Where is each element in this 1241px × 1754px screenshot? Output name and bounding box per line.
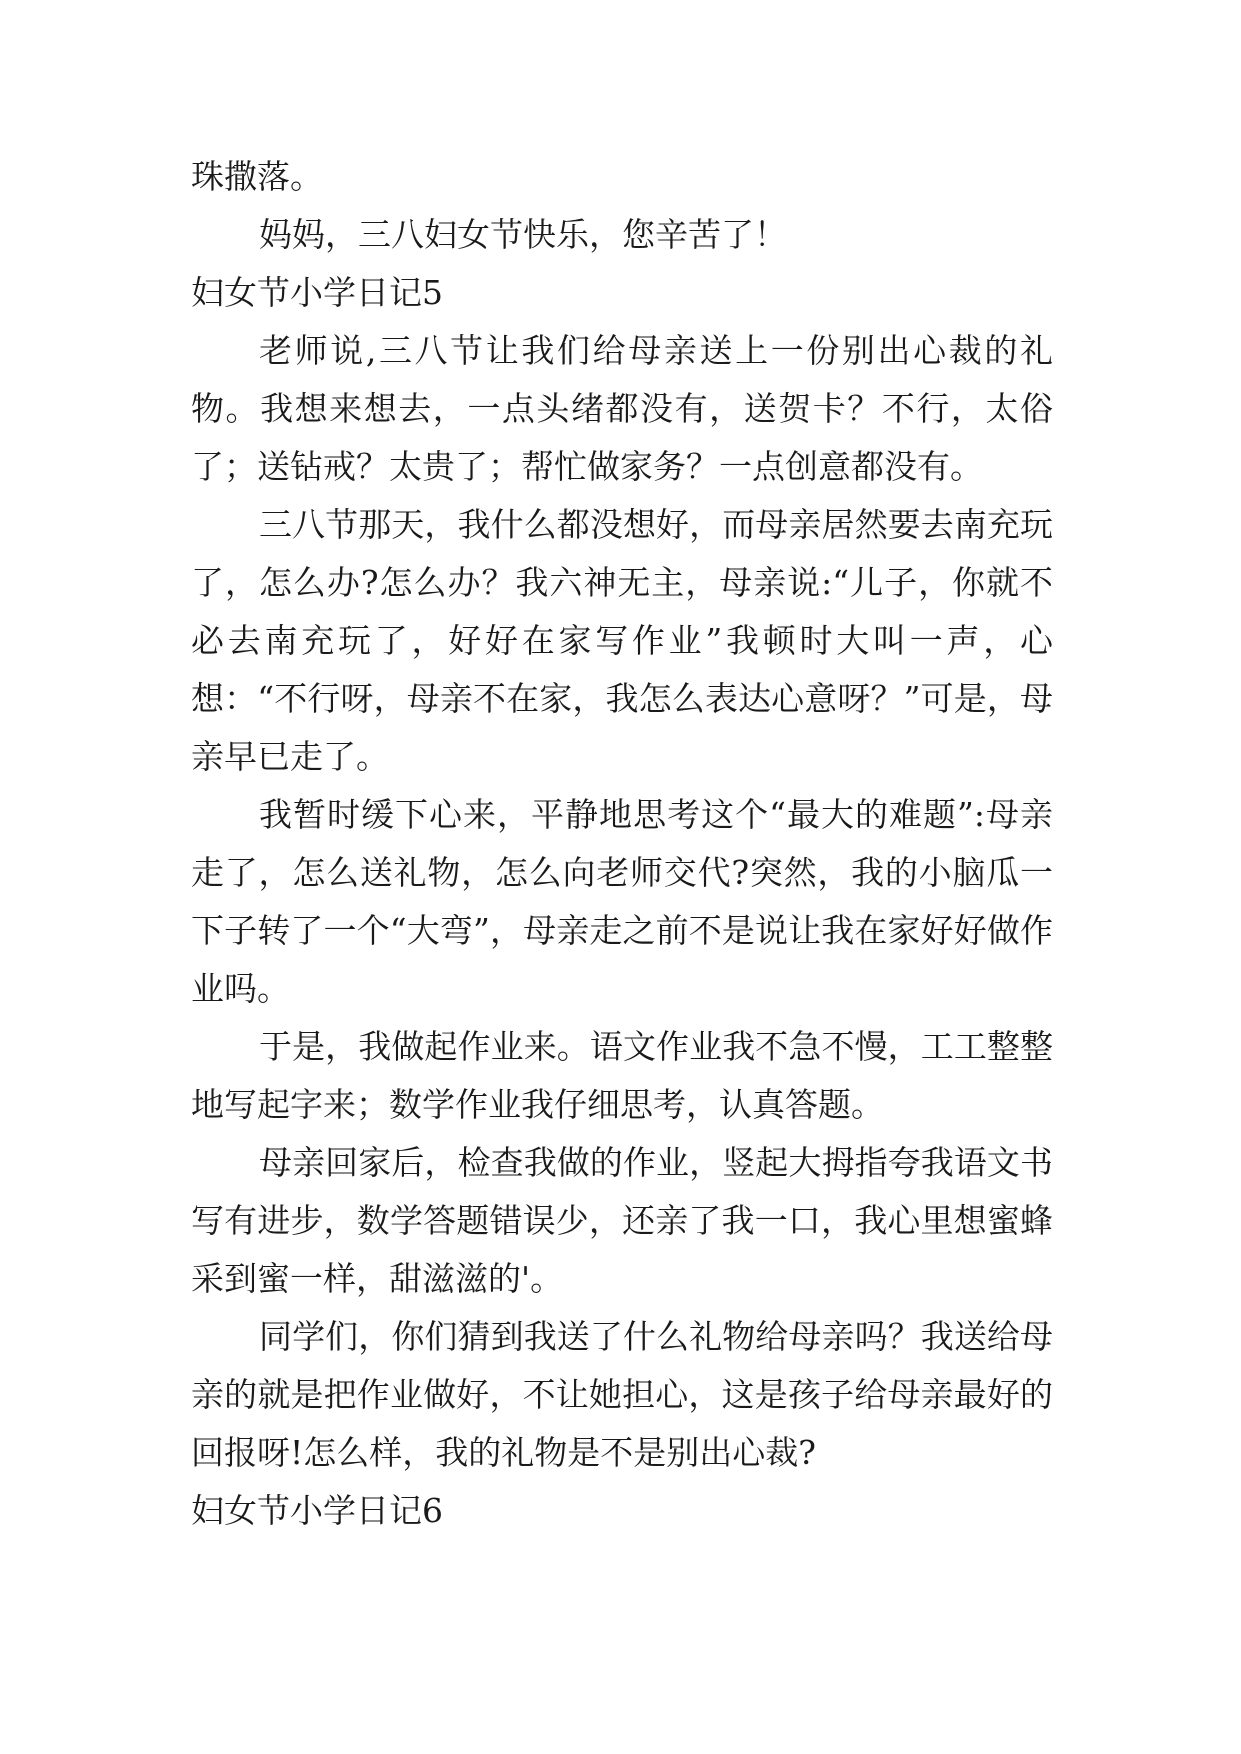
paragraph: 三八节那天，我什么都没想好，而母亲居然要去南充玩了，怎么办?怎么办？我六神无主，母亲说:“儿子，你就不必去南充玩了，好好在家写作业”我顿时大叫一声，心想：“不行呀，母亲不在家，我怎么表达心意呀？”可是，母亲早已走了。 <box>191 505 1053 776</box>
section-heading: 妇女节小学日记6 <box>191 1491 443 1530</box>
paragraph: 我暂时缓下心来，平静地思考这个“最大的难题”:母亲走了，怎么送礼物，怎么向老师交代?突然，我的小脑瓜一下子转了一个“大弯”，母亲走之前不是说让我在家好好做作业吗。 <box>191 795 1053 1008</box>
continuation-text: 珠撒落。 <box>191 157 323 196</box>
paragraph: 同学们，你们猜到我送了什么礼物给母亲吗？我送给母亲的就是把作业做好，不让她担心，这是孩子给母亲最好的回报呀!怎么样，我的礼物是不是别出心裁? <box>191 1317 1053 1472</box>
paragraph: 于是，我做起作业来。语文作业我不急不慢，工工整整地写起字来；数学作业我仔细思考，认真答题。 <box>191 1027 1053 1124</box>
paragraph: 老师说,三八节让我们给母亲送上一份别出心裁的礼物。我想来想去，一点头绪都没有，送贺卡？不行，太俗了；送钻戒？太贵了；帮忙做家务？一点创意都没有。 <box>191 331 1053 486</box>
section-heading: 妇女节小学日记5 <box>191 273 443 312</box>
paragraph: 妈妈，三八妇女节快乐，您辛苦了！ <box>259 215 787 254</box>
paragraph: 母亲回家后，检查我做的作业，竖起大拇指夸我语文书写有进步，数学答题错误少，还亲了我一口，我心里想蜜蜂采到蜜一样，甜滋滋的'。 <box>191 1143 1053 1298</box>
document-body <box>191 148 1053 1540</box>
